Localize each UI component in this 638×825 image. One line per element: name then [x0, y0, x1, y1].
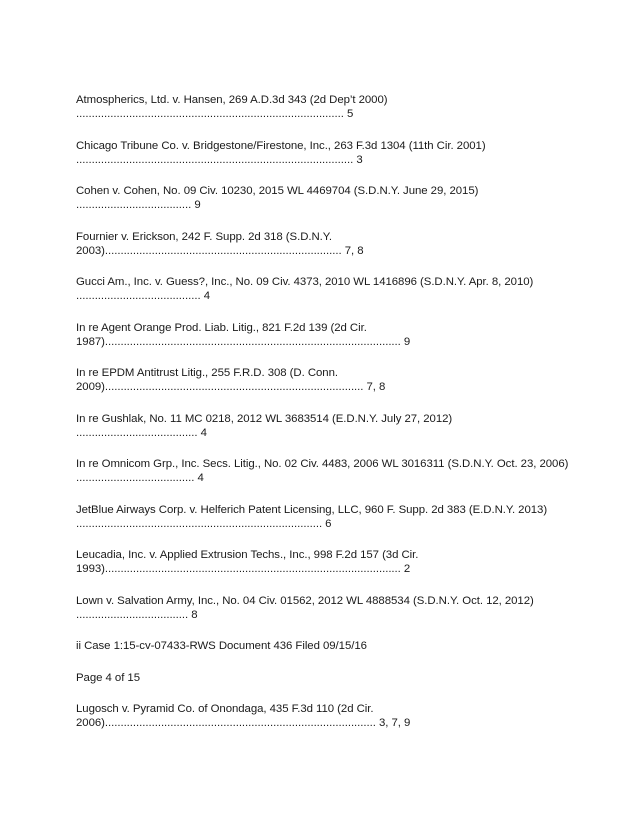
- citation-text: Chicago Tribune Co. v. Bridgestone/Firestone, Inc., 263 F.3d 1304 (11th Cir. 2001): [76, 139, 486, 152]
- authority-entry: [76, 366, 576, 394]
- authority-entry: [76, 594, 576, 622]
- authority-entry: [76, 503, 576, 531]
- page-number-line: [76, 671, 576, 685]
- page-reference: ........................................ 4: [76, 290, 210, 302]
- authority-entry: [76, 321, 576, 349]
- page-number: Page 4 of 15: [76, 671, 141, 684]
- page-reference: ..................................... 9: [76, 199, 201, 211]
- page-reference: 2003)............................................................................ 7, 8: [76, 244, 364, 257]
- citation-text: In re Gushlak, No. 11 MC 0218, 2012 WL 3683514 (E.D.N.Y. July 27, 2012): [76, 412, 453, 425]
- citation-text: Cohen v. Cohen, No. 09 Civ. 10230, 2015 WL 4469704 (S.D.N.Y. June 29, 2015): [76, 185, 479, 197]
- citation-text: Lugosch v. Pyramid Co. of Onondaga, 435 F.3d 110 (2d Cir.: [76, 703, 374, 715]
- page-reference: 2009)................................................................................... 7, 8: [76, 381, 386, 393]
- citation-text: Lown v. Salvation Army, Inc., No. 04 Civ. 01562, 2012 WL 4888534 (S.D.N.Y. Oct. 12, 2012): [76, 594, 534, 607]
- citation-text: Leucadia, Inc. v. Applied Extrusion Techs., Inc., 998 F.2d 157 (3d Cir.: [76, 549, 419, 561]
- citation-text: In re Agent Orange Prod. Liab. Litig., 821 F.2d 139 (2d Cir.: [76, 321, 367, 334]
- page-reference: ............................................................................... 6: [76, 517, 332, 530]
- authority-entry: [76, 275, 576, 303]
- authority-entry: [76, 412, 576, 440]
- page-reference: ....................................... 4: [76, 426, 207, 439]
- authority-entry: [76, 93, 576, 121]
- citation-text: Atmospherics, Ltd. v. Hansen, 269 A.D.3d 343 (2d Dep’t 2000): [76, 94, 388, 106]
- page-reference: 1987)............................................................................................... 9: [76, 335, 411, 348]
- authority-entry: [76, 139, 576, 167]
- page-reference: 2006)....................................................................................... 3, 7, 9: [76, 717, 411, 729]
- authority-entry: [76, 457, 576, 485]
- authority-entry: [76, 230, 576, 258]
- page-reference: 1993)............................................................................................... 2: [76, 563, 411, 575]
- authority-entry: [76, 548, 576, 576]
- page-reference: ......................................................................................... 3: [76, 153, 363, 166]
- authority-entry: [76, 184, 576, 212]
- citation-text: In re Omnicom Grp., Inc. Secs. Litig., No. 02 Civ. 4483, 2006 WL 3016311 (S.D.N.Y. Oct. 23, 2006): [76, 458, 569, 470]
- authority-entry: [76, 702, 576, 730]
- citation-text: Fournier v. Erickson, 242 F. Supp. 2d 318 (S.D.N.Y.: [76, 230, 332, 243]
- case-header-line: [76, 639, 576, 653]
- page-reference: ...................................... 4: [76, 472, 204, 484]
- page-reference: ...................................................................................... 5: [76, 108, 354, 120]
- citation-text: Gucci Am., Inc. v. Guess?, Inc., No. 09 Civ. 4373, 2010 WL 1416896 (S.D.N.Y. Apr. 8, 2010): [76, 276, 534, 288]
- citation-text: In re EPDM Antitrust Litig., 255 F.R.D. 308 (D. Conn.: [76, 367, 338, 379]
- table-of-authorities: [76, 93, 576, 748]
- page-reference: .................................... 8: [76, 608, 198, 621]
- case-filing-info: ii Case 1:15-cv-07433-RWS Document 436 Filed 09/15/16: [76, 640, 367, 652]
- citation-text: JetBlue Airways Corp. v. Helferich Patent Licensing, LLC, 960 F. Supp. 2d 383 (E.D.N.Y. 2013): [76, 503, 548, 516]
